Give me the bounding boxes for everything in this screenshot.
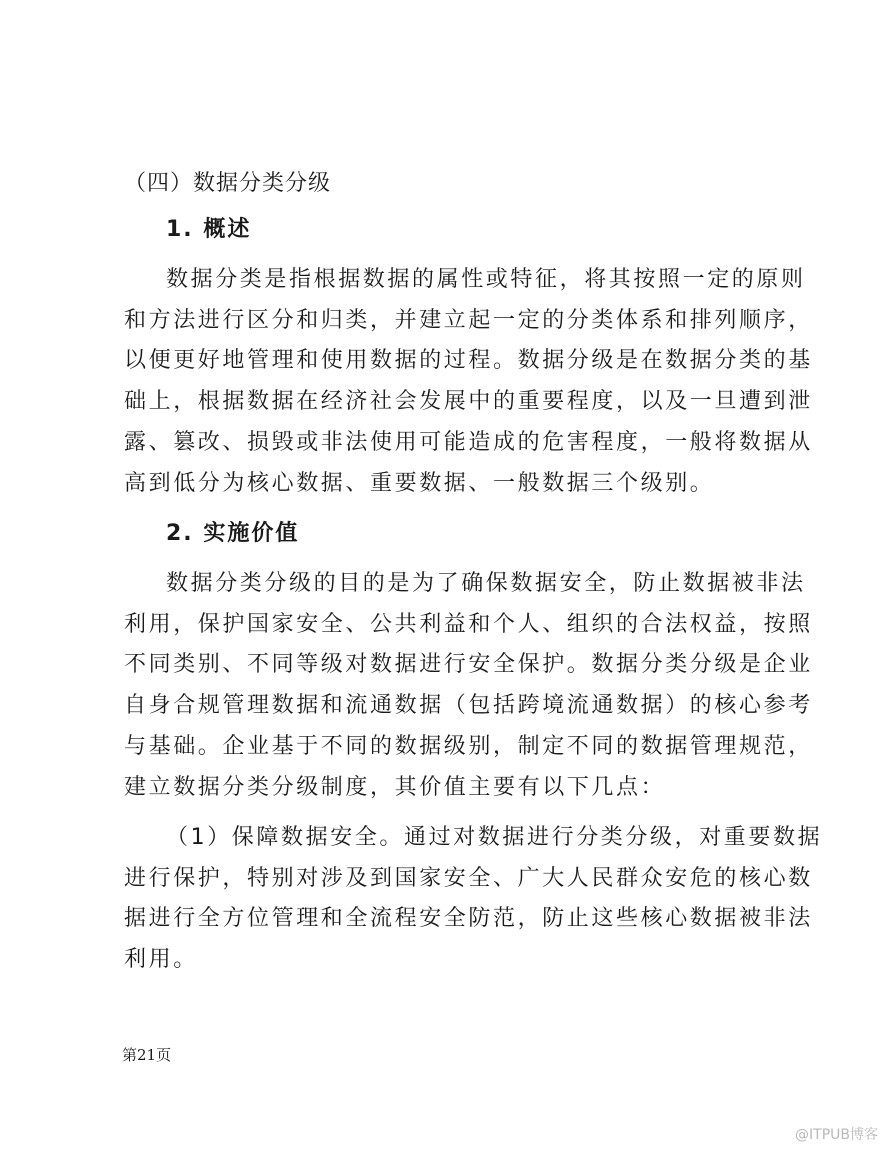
paragraph-line: 以便更好地管理和使用数据的过程。数据分级是在数据分类的基 <box>124 348 813 374</box>
paragraph-line: 建立数据分类分级制度，其价值主要有以下几点： <box>124 774 666 800</box>
page-number: 第21页 <box>122 1046 172 1064</box>
paragraph-line: 数据分类分级的目的是为了确保数据安全，防止数据被非法 <box>166 571 806 596</box>
paragraph-line: 数据分类是指根据数据的属性或特征，将其按照一定的原则 <box>166 267 806 292</box>
paragraph-line: 露、篡改、损毁或非法使用可能造成的危害程度，一般将数据从 <box>124 429 813 455</box>
paragraph-line: 与基础。企业基于不同的数据级别，制定不同的数据管理规范， <box>124 733 813 759</box>
watermark: @ITPUB博客 <box>795 1127 878 1143</box>
paragraph-line: 利用，保护国家安全、公共利益和个人、组织的合法权益，按照 <box>124 611 813 637</box>
paragraph-line: 自身合规管理数据和流通数据（包括跨境流通数据）的核心参考 <box>124 693 813 719</box>
paragraph-line: 据进行全方位管理和全流程安全防范，防止这些核心数据被非法 <box>124 906 813 932</box>
paragraph-line: 利用。 <box>124 947 198 973</box>
subsection-heading-overview: 1. 概述 <box>166 217 252 242</box>
subsection-heading-value: 2. 实施价值 <box>166 521 300 546</box>
point-1-paragraph <box>124 818 823 981</box>
paragraph-line: （1）保障数据安全。通过对数据进行分类分级，对重要数据 <box>166 825 823 850</box>
paragraph-line: 和方法进行区分和归类，并建立起一定的分类体系和排列顺序， <box>124 307 813 333</box>
overview-paragraph <box>124 260 813 504</box>
paragraph-line: 不同类别、不同等级对数据进行安全保护。数据分类分级是企业 <box>124 652 813 678</box>
paragraph-line: 高到低分为核心数据、重要数据、一般数据三个级别。 <box>124 470 715 496</box>
paragraph-line: 进行保护，特别对涉及到国家安全、广大人民群众安危的核心数 <box>124 865 813 891</box>
section-heading: （四）数据分类分级 <box>124 171 332 196</box>
value-paragraph <box>124 564 813 808</box>
paragraph-line: 础上，根据数据在经济社会发展中的重要程度，以及一旦遭到泄 <box>124 389 813 415</box>
